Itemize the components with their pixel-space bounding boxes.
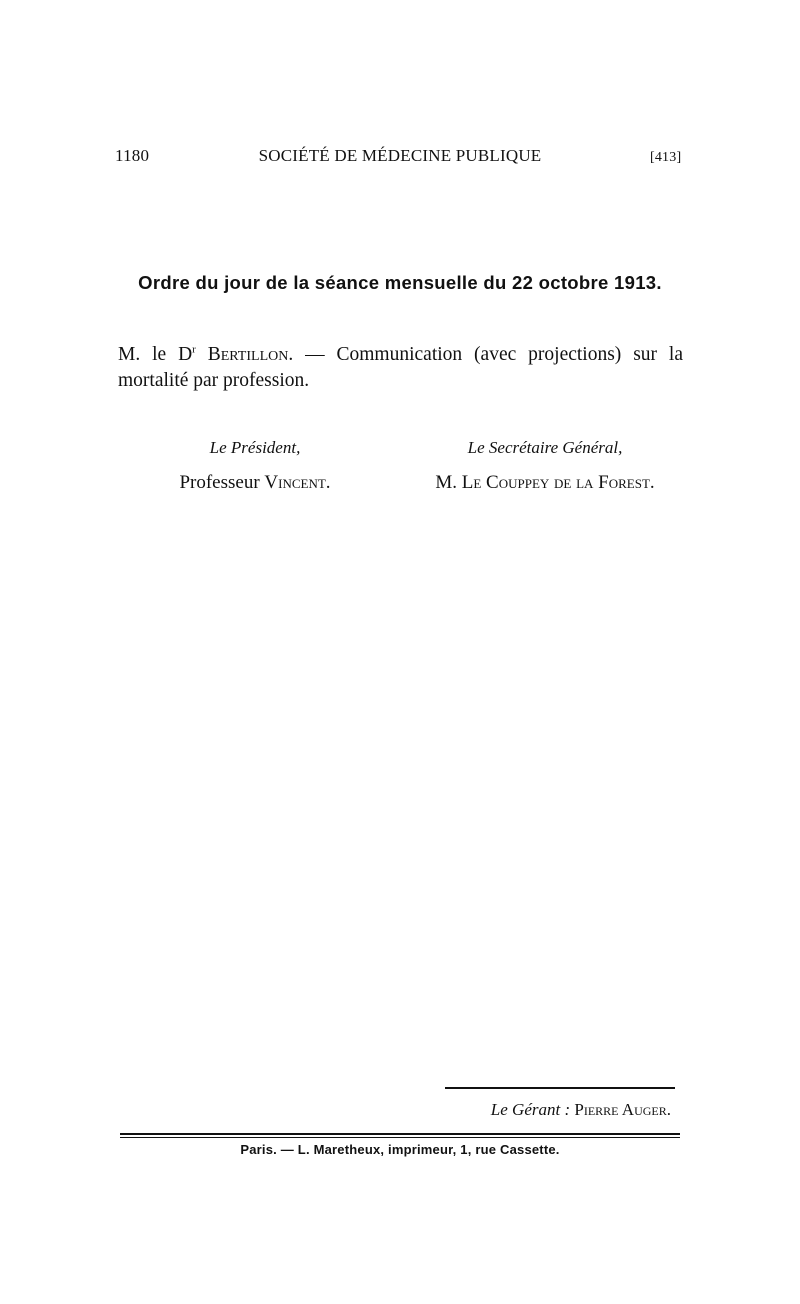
running-title: SOCIÉTÉ DE MÉDECINE PUBLIQUE xyxy=(258,146,542,165)
secretary-name xyxy=(400,472,690,494)
agenda-item xyxy=(118,342,683,394)
president-role: Le Président, xyxy=(209,438,301,457)
secretary-name-prefix: M. xyxy=(435,472,462,493)
president-surname: Vincent. xyxy=(264,472,331,493)
folio-number: [413] xyxy=(650,150,682,165)
footer-rule-short xyxy=(445,1087,675,1089)
gerant-label: Le Gérant : xyxy=(490,1100,575,1119)
speaker-title-superscript: r xyxy=(192,343,196,356)
gerant-line xyxy=(445,1100,671,1120)
secretary-role: Le Secrétaire Général, xyxy=(467,438,623,457)
president-name xyxy=(150,472,360,494)
speaker-name: Bertillon. xyxy=(207,344,294,365)
footer-rule-long-thin xyxy=(120,1137,680,1138)
footer-rule-long xyxy=(120,1133,680,1135)
secretary-surname: Le Couppey de la Forest. xyxy=(461,472,655,493)
speaker-prefix: M. le D xyxy=(118,344,193,365)
agenda-title: Ordre du jour de la séance mensuelle du 22 octobre 1913. xyxy=(138,272,662,293)
page-number: 1180 xyxy=(115,146,150,165)
president-name-prefix: Professeur xyxy=(179,472,265,493)
gerant-name: Pierre Auger. xyxy=(574,1100,671,1119)
agenda-text: — Communication (avec projections) sur la mortalité par profession. xyxy=(118,344,684,391)
printer-line: Paris. — L. Maretheux, imprimeur, 1, rue Cassette. xyxy=(240,1142,560,1157)
